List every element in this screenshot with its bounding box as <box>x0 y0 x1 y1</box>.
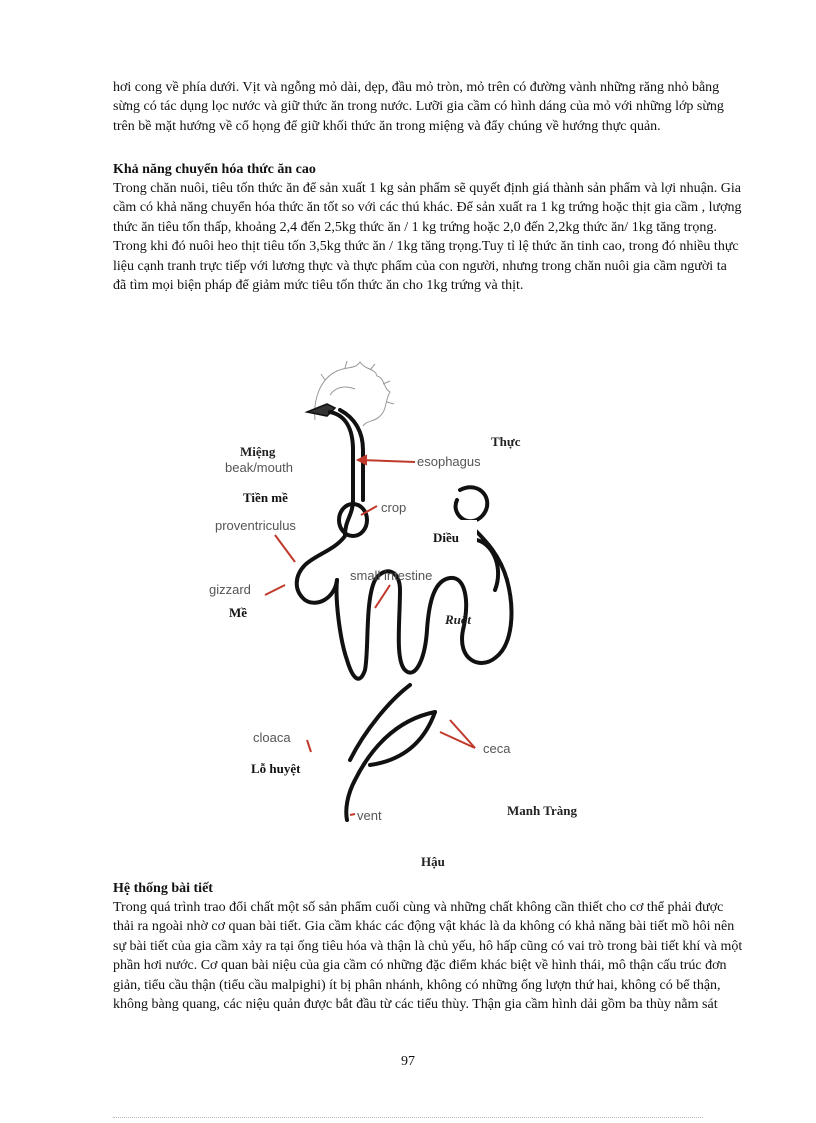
heading-excretory-system: Hệ thống bài tiết <box>113 881 213 896</box>
digestive-system-diagram <box>195 340 577 869</box>
label-vent: vent <box>357 808 382 823</box>
label-small-intestine: small intestine <box>350 568 433 583</box>
paragraph-beak: hơi cong về phía dưới. Vịt và ngỗng mỏ dài, dẹp, đầu mỏ tròn, mỏ trên có đường vành những răng nhỏ bằng sừng có tác dụng lọc nước và giữ thức ăn trong nước. Lưỡi gia cầm có hình dáng của mỏ với những lớp sừng trên bề mặt hướng về cổ họng để giữ khối thức ăn trong miệng và đẩy chúng về hướng thực quản. <box>113 80 724 134</box>
vi-label-me: Mề <box>229 605 248 620</box>
vi-label-tien-me: Tiền mề <box>243 490 288 505</box>
heading-feed-conversion: Khả năng chuyển hóa thức ăn cao <box>113 162 316 177</box>
label-gizzard: gizzard <box>209 582 251 597</box>
frag-mieng: Miệng <box>240 444 276 459</box>
paragraph-feed-conversion: Trong chăn nuôi, tiêu tốn thức ăn để sản xuất 1 kg sản phẩm sẽ quyết định giá thành sản phẩm và lợi nhuận. Gia cầm có khả năng chuyển hóa thức ăn tốt so với các thú khác. Để sản xuất ra 1 kg trứng hoặc thịt gia cầm , lượng thức ăn tiêu tốn thấp, khoảng 2,4 đến 2,5kg thức ăn / 1 kg trứng hoặc 2,0 đến 2,2kg thức ăn/ 1kg tăng trọng. Trong khi đó nuôi heo thịt tiêu tốn 3,5kg thức ăn / 1kg tăng trọng.Tuy tỉ lệ thức ăn tinh cao, trong đó nhiều thực liệu cạnh tranh trực tiếp với lương thực và thực phẩm của con người, nhưng trong chăn nuôi gia cầm người ta đã tìm mọi biện pháp để giảm mức tiêu tốn thức ăn cho 1kg trứng và thịt. <box>113 181 742 294</box>
label-proventriculus: proventriculus <box>215 518 296 533</box>
frag-hau: Hậu <box>421 854 445 869</box>
vi-label-lo-huyet: Lỗ huyệt <box>251 761 301 776</box>
frag-thuc: Thực <box>491 434 521 449</box>
digestive-tract <box>297 410 512 820</box>
bottom-dotted-rule <box>113 1117 703 1118</box>
label-cloaca: cloaca <box>253 730 291 745</box>
label-ceca: ceca <box>483 741 511 756</box>
label-esophagus: esophagus <box>417 454 481 469</box>
label-beak-mouth: beak/mouth <box>225 460 293 475</box>
label-crop: crop <box>381 500 407 515</box>
page-number: 97 <box>401 1054 415 1069</box>
vi-label-dieu: Diều <box>433 530 459 545</box>
paragraph-excretory-system: Trong quá trình trao đổi chất một số sản phẩm cuối cùng và những chất không cần thiết cho cơ thể phải được thải ra ngoài nhờ cơ quan bài tiết. Gia cầm khác các động vật khác là da không có khả năng bài tiết mồ hôi nên sự bài tiết của gia cầm xảy ra tại ống tiêu hóa và thận là chủ yếu, hô hấp cũng có vai trò trong bài tiết khí và một phần hơi nước. Cơ quan bài niệu của gia cầm có những đặc điểm khác biệt về hình thái, mô thận cấu trúc đơn giản, tiểu cầu thận (tiểu cầu malpighi) ít bị phân nhánh, không có những ống lượn thứ hai, không có bể thận, không bàng quang, các niệu quản được bắt đầu từ các tiểu thùy. Thận gia cầm hình dải gồm ba thùy nằm sát <box>113 900 743 1013</box>
frag-ruot: Ruột <box>445 612 472 627</box>
frag-manh-trang: Manh Tràng <box>507 803 577 818</box>
